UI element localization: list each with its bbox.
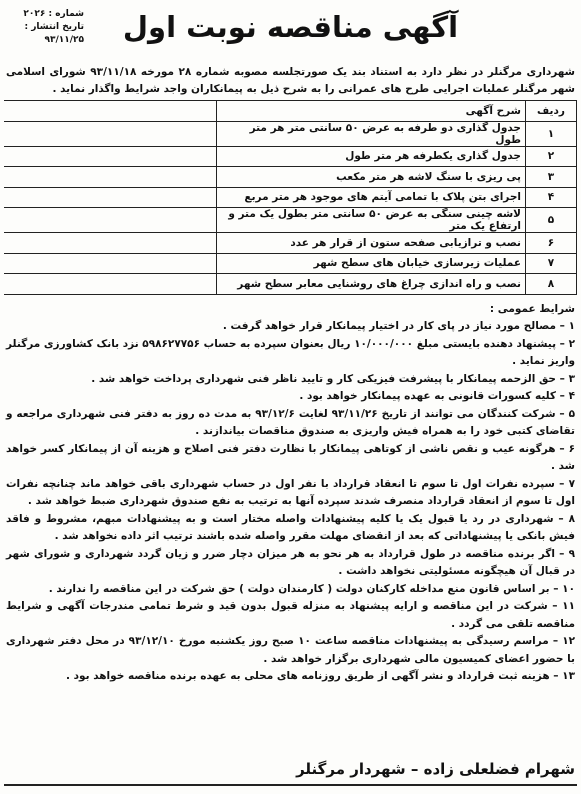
row-empty-cell (4, 121, 217, 146)
table-body (4, 121, 577, 294)
conditions-heading: شرایط عمومی : (489, 302, 575, 315)
row-description: عملیات زیرسازی خیابان های سطح شهر (217, 253, 526, 274)
notice-header (4, 4, 577, 58)
row-number: ۳ (526, 167, 577, 188)
condition-item: ۱۱ – شرکت در این مناقصه و ارایه پیشنهاد به منزله قبول بدون قید و شرط تمامی مندرجات آگهی و شرایط مناقصه تلقی می گردد . (6, 600, 575, 630)
row-description: اجرای بتن پلاک با تمامی آیتم های موجود هر متر مربع (217, 187, 526, 208)
notice-title: آگهی مناقصه نوبت اول (122, 10, 459, 44)
row-number: ۲ (526, 146, 577, 167)
row-description: نصب و راه اندازی چراغ های روشنایی معابر سطح شهر (217, 274, 526, 295)
tender-notice (4, 4, 577, 786)
row-empty-cell (4, 274, 217, 295)
publish-date: ۹۳/۱۱/۲۵ (44, 35, 84, 45)
bottom-divider (4, 784, 577, 786)
table-row (4, 167, 577, 188)
row-empty-cell (4, 146, 217, 167)
row-number: ۷ (526, 253, 577, 274)
row-empty-cell (4, 208, 217, 233)
conditions-list (6, 318, 575, 686)
table-row (4, 274, 577, 295)
condition-item: ۷ – سپرده نفرات اول تا سوم تا انعقاد قرارداد با نفر اول در حساب شهرداری باقی خواهد ماند چنانچه نفرات اول تا سوم از انعقاد قرارداد منصرف شدند سپرده آنها به ترتیب به نفع صندوق شهرداری ضبط خواهد شد . (6, 477, 575, 507)
row-number: ۶ (526, 233, 577, 254)
table-row (4, 253, 577, 274)
condition-item: ۸ – شهرداری در رد یا قبول یک یا کلیه پیشنهادات واصله مختار است و به پیشنهادات مبهم، مشروط و فاقد فیش بانکی یا پیشنهاداتی که بعد از انقضای مهلت مقرر واصله شده باشند ترتیب اثر داده نخواهد شد . (6, 512, 575, 542)
row-empty-cell (4, 187, 217, 208)
condition-item: ۹ – اگر برنده مناقصه در طول قرارداد به هر نحو به هر میزان دچار ضرر و زیان گردد شهرداری و شورای شهر در قبال آن هیچگونه مسئولیتی نخواهد داشت . (6, 547, 575, 577)
row-description: پی ریزی با سنگ لاشه هر متر مکعب (217, 167, 526, 188)
row-number: ۴ (526, 187, 577, 208)
table-row (4, 233, 577, 254)
table-header-row (4, 101, 577, 122)
table-row (4, 208, 577, 233)
condition-item: ۱۰ – بر اساس قانون منع مداخله کارکنان دولت ( کارمندان دولت ) حق شرکت در این مناقصه را ندارند . (48, 582, 575, 595)
condition-item: ۱۲ – مراسم رسیدگی به پیشنهادات مناقصه ساعت ۱۰ صبح روز یکشنبه مورخ ۹۳/۱۲/۱۰ در محل دفتر شهرداری با حضور اعضای کمیسیون مالی شهرداری برگزار خواهد شد . (6, 635, 576, 665)
condition-item: ۵ – شرکت کنندگان می توانند از تاریخ ۹۳/۱۱/۲۶ لغایت ۹۳/۱۲/۶ به مدت ده روز به دفتر فنی شهرداری مراجعه و تقاضای کتبی خود را به همراه فیش واریزی به صندوق مناقصات بیاندازند . (6, 407, 575, 437)
row-empty-cell (4, 253, 217, 274)
condition-item: ۱ – مصالح مورد نیاز در پای کار در اختیار پیمانکار قرار خواهد گرفت . (222, 320, 575, 332)
condition-item: ۱۳ – هزینه ثبت قرارداد و نشر آگهی از طریق روزنامه های محلی به عهده برنده مناقصه خواهد بود . (66, 670, 575, 682)
row-description: جدول گذاری دو طرفه به عرض ۵۰ سانتی متر هر متر طول (217, 121, 526, 146)
row-description: لاشه چینی سنگی به عرض ۵۰ سانتی متر بطول یک متر و ارتفاع یک متر (217, 208, 526, 233)
projects-table (4, 100, 577, 295)
table-row (4, 187, 577, 208)
condition-item: ۴ – کلیه کسورات قانونی به عهده پیمانکار خواهد بود . (299, 390, 575, 402)
row-description: نصب و ترازیابی صفحه ستون از قرار هر عدد (217, 233, 526, 254)
row-empty-cell (4, 233, 217, 254)
condition-item: ۳ – حق الزحمه پیمانکار با پیشرفت فیزیکی کار و تایید ناظر فنی شهرداری پرداخت خواهد شد . (91, 372, 575, 385)
signature: شهرام فضلعلی زاده – شهردار مرگنلر (296, 760, 575, 778)
intro-paragraph: شهرداری مرگنلر در نظر دارد به استناد بند یک صورتجلسه مصوبه شماره ۲۸ مورخه ۹۳/۱۱/۱۸ شورای اسلامی شهر مرگنلر عملیات اجرایی طرح های عمرانی را به شرح ذیل به پیمانکاران واجد شرایط واگذار نماید . (6, 66, 575, 95)
table-row (4, 146, 577, 167)
issue-number: شماره : ۲۰۲۶ (23, 9, 84, 19)
col-header-num: ردیف (526, 101, 577, 122)
condition-item: ۶ – هرگونه عیب و نقص ناشی از کوتاهی پیمانکار با نظارت دفتر فنی اصلاح و هزینه آن از پیمانکار کسر خواهد شد . (6, 442, 575, 472)
row-number: ۱ (526, 121, 577, 146)
general-conditions (4, 301, 577, 686)
row-number: ۸ (526, 274, 577, 295)
condition-item: ۲ – پیشنهاد دهنده بایستی مبلغ ۱۰/۰۰۰/۰۰۰ ریال بعنوان سپرده به حساب ۵۹۸۶۲۷۷۵۶ نزد بانک کشاورزی مرگنلر واریز نماید . (6, 337, 576, 367)
row-number: ۵ (526, 208, 577, 233)
row-empty-cell (4, 167, 217, 188)
table-row (4, 121, 577, 146)
row-description: جدول گذاری یکطرفه هر متر طول (217, 146, 526, 167)
col-header-empty (4, 101, 217, 122)
col-header-desc: شرح آگهی (217, 101, 526, 122)
notice-meta (6, 8, 84, 47)
publish-label: تاریخ انتشار : (24, 22, 84, 32)
